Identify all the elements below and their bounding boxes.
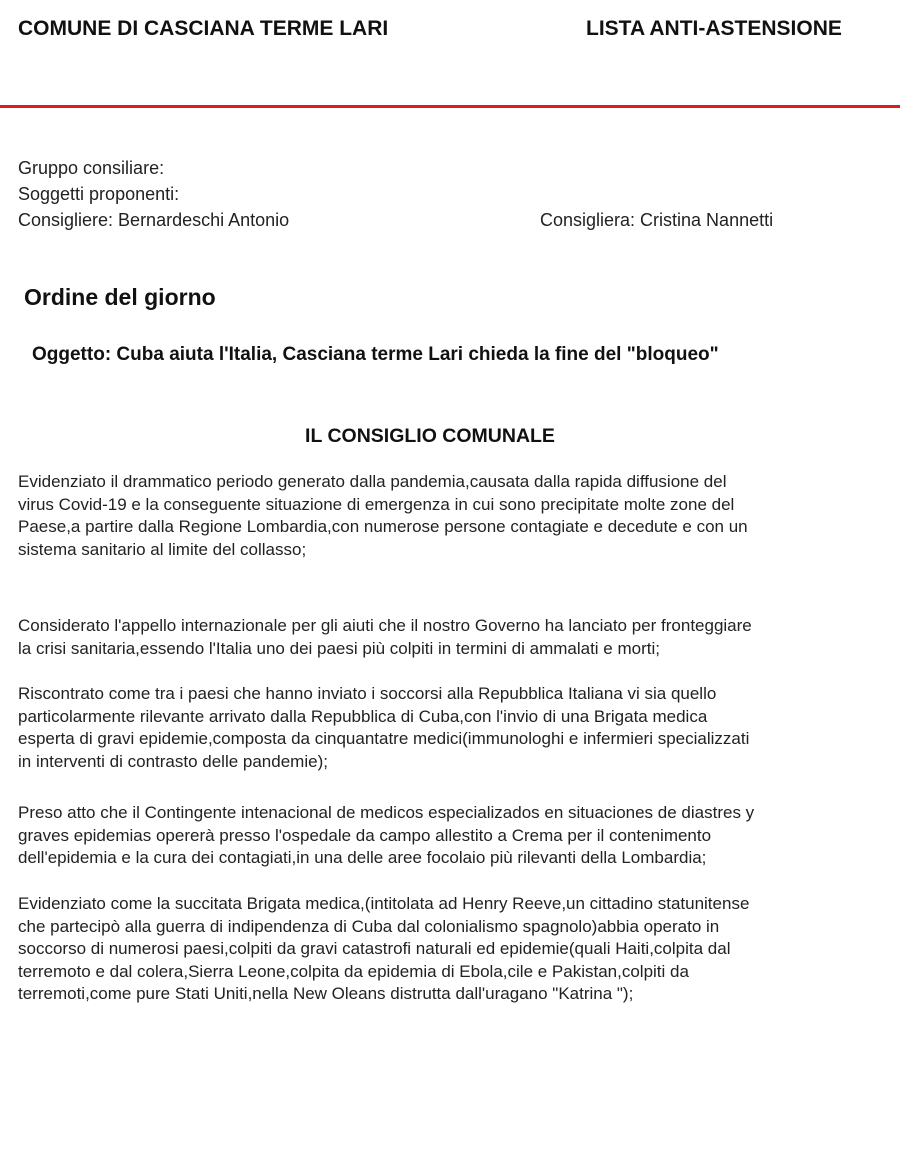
- group-label: Gruppo consiliare:: [18, 158, 165, 178]
- paragraph-line: terremoto e dal colera,Sierra Leone,colpita da epidemia di Ebola,cile e Pakistan,colpiti da: [18, 961, 689, 981]
- meta-block: [18, 155, 289, 233]
- paragraph-line: terremoti,come pure Stati Uniti,nella New Oleans distrutta dall'uragano "Katrina ");: [18, 984, 634, 1003]
- paragraph-line: in interventi di contrasto delle pandemie);: [18, 751, 328, 771]
- header-left-title: COMUNE DI CASCIANA TERME LARI: [18, 17, 389, 40]
- paragraph-line: soccorso di numerosi paesi,colpiti da gravi catastrofi naturali ed epidemie(quali Haiti,colpita dal: [18, 939, 731, 958]
- paragraph-line: Evidenziato il drammatico periodo generato dalla pandemia,causata dalla rapida diffusione del: [18, 472, 727, 491]
- councillor-left: Consigliere: Bernardeschi Antonio: [18, 210, 290, 230]
- paragraph-evidenziato-brigata: [18, 893, 898, 1006]
- header-right-title: LISTA ANTI-ASTENSIONE: [586, 17, 842, 40]
- paragraph-line: la crisi sanitaria,essendo l'Italia uno dei paesi più colpiti in termini di ammalati e morti;: [18, 638, 660, 658]
- paragraph-line: Evidenziato come la succitata Brigata medica,(intitolata ad Henry Reeve,un cittadino statunitense: [18, 894, 750, 913]
- paragraph-line: Considerato l'appello internazionale per gli aiuti che il nostro Governo ha lanciato per fronteggiare: [18, 616, 752, 635]
- paragraph-line: virus Covid-19 e la conseguente situazione di emergenza in cui sono precipitate molte zone del: [18, 494, 735, 514]
- paragraph-line: Preso atto che il Contingente intenacional de medicos especializados en situaciones de diastres y: [18, 803, 755, 822]
- paragraph-line: Paese,a partire dalla Regione Lombardia,con numerose persone contagiate e decedute e con un: [18, 517, 748, 536]
- paragraph-line: esperta di gravi epidemie,composta da cinquantatre medici(immunologhi e infermieri specializzati: [18, 729, 750, 748]
- councillor-right: Consigliera: Cristina Nannetti: [540, 210, 774, 230]
- paragraph-preso-atto: [18, 802, 898, 870]
- paragraph-line: che partecipò alla guerra di indipendenza di Cuba dal colonialismo spagnolo)abbia operato in: [18, 916, 720, 936]
- paragraph-line: sistema sanitario al limite del collasso;: [18, 539, 307, 559]
- paragraph-line: dell'epidemia e la cura dei contagiati,in una delle aree focolaio più rilevanti della Lombardia;: [18, 848, 707, 867]
- council-title: IL CONSIGLIO COMUNALE: [305, 425, 555, 447]
- paragraph-considerato: [18, 615, 898, 660]
- proponents-label: Soggetti proponenti:: [18, 184, 180, 204]
- header-divider: [0, 105, 900, 108]
- paragraph-line: graves epidemias opererà presso l'ospedale da campo allestito a Crema per il contenimento: [18, 825, 712, 845]
- agenda-title: Ordine del giorno: [24, 284, 216, 310]
- subject-line: Oggetto: Cuba aiuta l'Italia, Casciana terme Lari chieda la fine del "bloqueo": [32, 344, 719, 365]
- paragraph-riscontrato: [18, 683, 898, 773]
- paragraph-evidenziato: [18, 471, 898, 561]
- paragraph-line: particolarmente rilevante arrivato dalla Repubblica di Cuba,con l'invio di una Brigata medica: [18, 706, 708, 726]
- paragraph-line: Riscontrato come tra i paesi che hanno inviato i soccorsi alla Repubblica Italiana vi sia quello: [18, 684, 717, 703]
